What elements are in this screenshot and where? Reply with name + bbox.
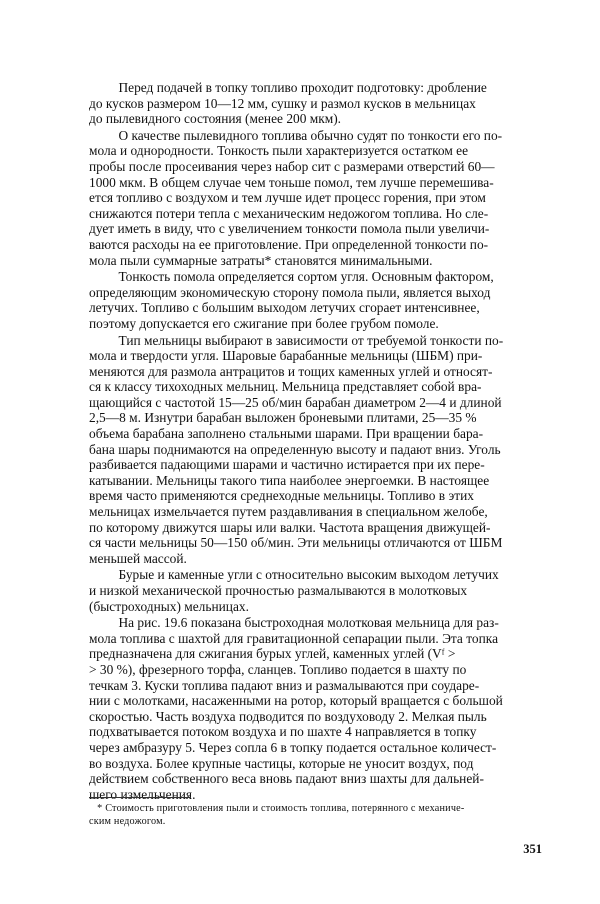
text-line: пробы после просеивания через набор сит с размерами отверстий 60— — [89, 158, 495, 174]
body-text — [89, 80, 541, 803]
text-line: действием собственного веса вновь падают вниз шахты для дальней- — [89, 771, 484, 787]
footnote — [89, 802, 541, 828]
text-line: до пылевидного состояния (менее 200 мкм). — [89, 111, 342, 127]
text-line: щающийся с частотой 15—25 об/мин барабан диаметром 2—4 и длиной — [89, 394, 502, 410]
text-line: предназначена для сжигания бурых углей, каменных углей (Vᶠ > — [89, 646, 456, 662]
footnote-divider — [89, 797, 191, 798]
paragraph-5 — [89, 567, 541, 614]
text-line: по которому движутся шары или валки. Частота вращения движущей- — [89, 519, 491, 535]
text-line: Тип мельницы выбирают в зависимости от требуемой тонкости по- — [118, 332, 504, 348]
text-line: ется топливо с воздухом и тем лучше идет процесс горения, при этом — [89, 190, 486, 206]
text-line: поэтому допускается его сжигание при более грубом помоле. — [89, 315, 439, 331]
footnote-line: ским недожогом. — [89, 816, 166, 827]
text-line: ваются расходы на ее приготовление. При определенной тонкости по- — [89, 236, 489, 252]
text-line: разбивается падающими шарами и частично истирается при их пере- — [89, 457, 485, 473]
text-line: мола пыли суммарные затраты* становятся минимальными. — [89, 252, 433, 268]
text-line: летучих. Топливо с большим выходом летучих сгорает интенсивнее, — [89, 300, 480, 316]
text-line: течкам 3. Куски топлива падают вниз и размалываются при соударе- — [89, 677, 480, 693]
text-line: О качестве пылевидного топлива обычно судят по тонкости его по- — [118, 127, 503, 143]
paragraph-3 — [89, 269, 541, 331]
text-line: ся части мельницы 50—150 об/мин. Эти мельницы отличаются от ШБМ — [89, 535, 503, 551]
text-line: мола топлива с шахтой для гравитационной сепарации пыли. Эта топка — [89, 630, 499, 646]
text-line: объема барабана заполнено стальными шарами. При вращении бара- — [89, 426, 484, 442]
paragraph-6 — [89, 615, 541, 802]
text-line: дует иметь в виду, что с увеличением тонкости помола пыли увеличи- — [89, 221, 490, 237]
text-line: до кусков размером 10—12 мм, сушку и размол кусков в мельницах — [89, 95, 476, 111]
text-line: и низкой механической прочностью размалываются в молотковых — [89, 583, 468, 598]
text-line: На рис. 19.6 показана быстроходная молотковая мельница для раз- — [118, 615, 499, 631]
text-line: > 30 %), фрезерного торфа, сланцев. Топливо подается в шахту по — [89, 661, 467, 677]
text-line: меняются для размола антрацитов и тощих каменных углей и относят- — [89, 363, 493, 379]
page-number: 351 — [523, 842, 542, 856]
text-line: меньшей массой. — [89, 550, 187, 566]
text-line: мола и твердости угля. Шаровые барабанные мельницы (ШБМ) при- — [89, 348, 483, 364]
text-line: подхватывается потоком воздуха и по шахте 4 направляется в топку — [89, 724, 477, 740]
text-line: (быстроходных) мельницах. — [89, 598, 249, 614]
text-line: нии с молотками, насаженными на ротор, который вращается с большой — [89, 693, 503, 709]
text-line: ся к классу тихоходных мельниц. Мельница представляет собой вра- — [89, 379, 482, 395]
text-line: Тонкость помола определяется сортом угля. Основным фактором, — [118, 269, 494, 285]
text-line: катывании. Мельницы такого типа наиболее энергоемки. В настоящее — [89, 472, 490, 488]
text-line: 2,5—8 м. Изнутри барабан выложен броневыми плитами, 25—35 % — [89, 410, 477, 426]
text-line: через амбразуру 5. Через сопла 6 в топку подается остальное количест- — [89, 739, 497, 755]
text-line: шего измельчения. — [89, 786, 196, 802]
text-line: бана шары поднимаются на определенную высоту и падают вниз. Уголь — [89, 441, 501, 457]
paragraph-4 — [89, 333, 541, 567]
text-line: Перед подачей в топку топливо проходит подготовку: дробление — [118, 80, 487, 95]
text-line: во воздуха. Более крупные частицы, которые не уносит воздух, под — [89, 755, 474, 771]
text-line: определяющим экономическую сторону помола пыли, является выход — [89, 284, 491, 300]
paragraph-2 — [89, 128, 541, 268]
paragraph-1 — [89, 80, 541, 127]
text-line: мельницах измельчается путем раздавливания в специальном желобе, — [89, 504, 488, 520]
text-line: мола и однородности. Тонкость пыли характеризуется остатком ее — [89, 143, 469, 159]
footnote-line: * Стоимость приготовления пыли и стоимость топлива, потерянного с механиче- — [97, 803, 465, 814]
text-line: Бурые и каменные угли с относительно высоким выходом летучих — [118, 567, 499, 583]
text-line: снижаются потери тепла с механическим недожогом топлива. Но сле- — [89, 205, 489, 221]
text-line: скоростью. Часть воздуха подводится по воздуховоду 2. Мелкая пыль — [89, 708, 487, 724]
text-line: 1000 мкм. В общем случае чем тоньше помол, тем лучше перемешива- — [89, 174, 494, 190]
text-line: время часто применяются среднеходные мельницы. Топливо в этих — [89, 488, 474, 504]
